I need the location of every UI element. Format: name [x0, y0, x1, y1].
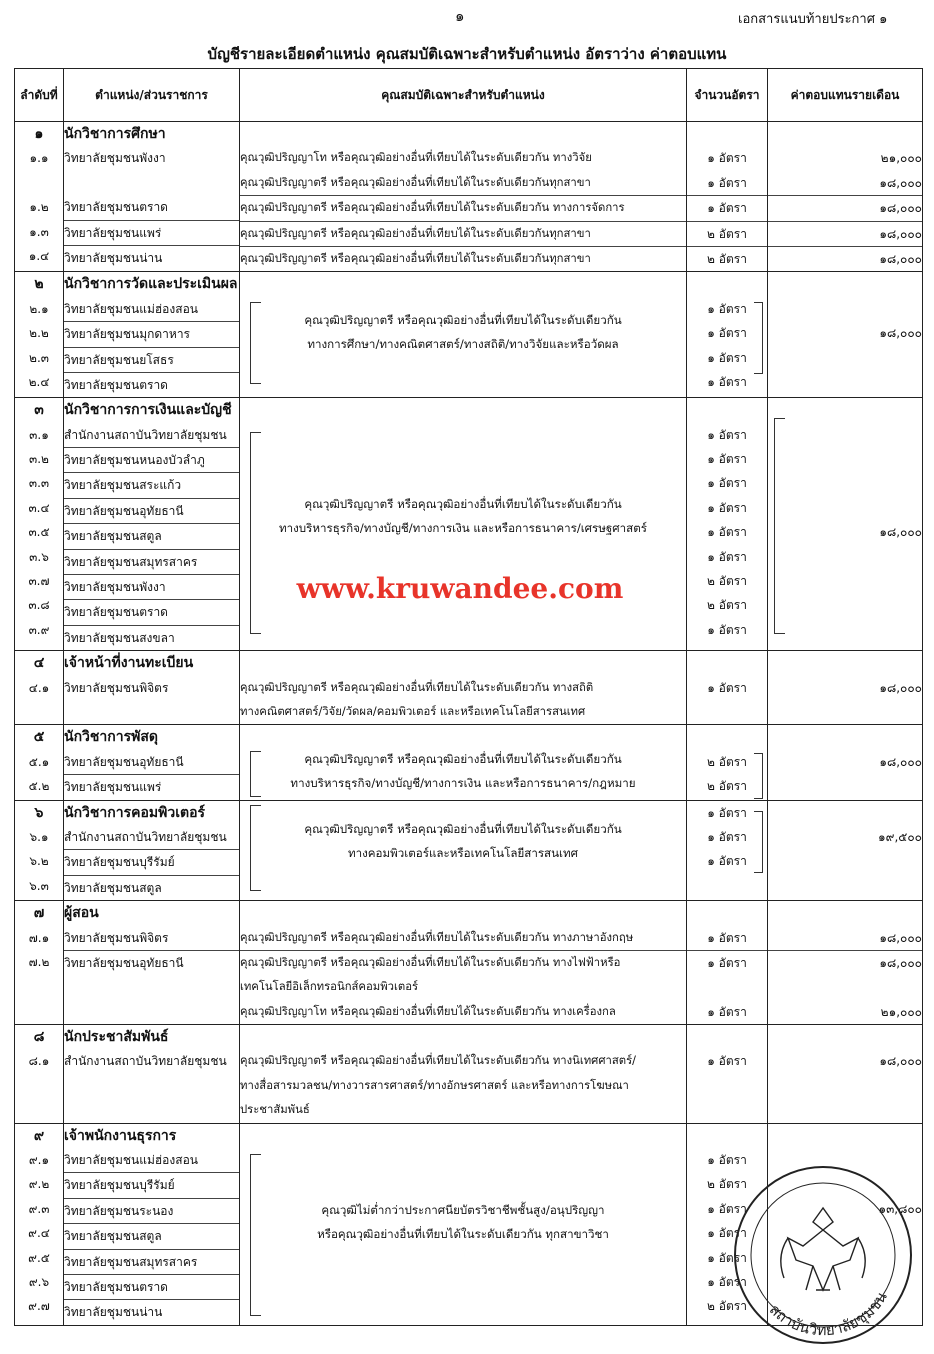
- group-title: นักวิชาการคอมพิวเตอร์: [64, 804, 206, 821]
- vacancy-count: ๑ อัตรา: [707, 680, 747, 695]
- group-row: [15, 398, 923, 651]
- unit-name: วิทยาลัยชุมชนตราด: [64, 1275, 239, 1300]
- group-row: [15, 1025, 923, 1124]
- vacancy-count: ๑ อัตรา: [707, 829, 747, 844]
- vacancy-count: ๑ อัตรา: [707, 452, 747, 467]
- unit-name: วิทยาลัยชุมชนพังงา: [64, 575, 239, 600]
- vacancy-count: ๑ อัตรา: [707, 151, 747, 166]
- unit-name: วิทยาลัยชุมชนตราด: [64, 377, 168, 392]
- qualification-text: ทางการศึกษา/ทางคณิตศาสตร์/ทางสถิติ/ทางวิจัยและหรือวัดผล: [307, 337, 619, 352]
- qualification-text: คุณวุฒิปริญญาตรี หรือคุณวุฒิอย่างอื่นที่เทียบได้ในระดับเดียวกัน: [304, 497, 622, 512]
- vacancy-count: ๑ อัตรา: [707, 549, 747, 564]
- item-number: ๒.๓: [29, 350, 49, 365]
- vacancy-count: ๑ อัตรา: [707, 1201, 747, 1216]
- salary-value: ๑๘,๐๐๐: [879, 680, 922, 695]
- group-number: ๔: [33, 655, 45, 672]
- unit-name: วิทยาลัยชุมชนสมุทรสาคร: [64, 550, 239, 575]
- official-seal-icon: [728, 1160, 918, 1350]
- vacancy-count: ๒ อัตรา: [687, 222, 767, 247]
- group-row: [15, 901, 923, 1025]
- qualification-text: ประชาสัมพันธ์: [240, 1103, 310, 1117]
- qualification-text: คุณวุฒิปริญญาตรี หรือคุณวุฒิอย่างอื่นที่เทียบได้ในระดับเดียวกัน ทางการจัดการ: [240, 196, 686, 221]
- item-number: ๗.๑: [28, 930, 50, 945]
- unit-name: สำนักงานสถาบันวิทยาลัยชุมชน: [64, 1054, 227, 1069]
- vacancy-count: ๑ อัตรา: [707, 427, 747, 442]
- group-row: [15, 800, 923, 901]
- unit-name: วิทยาลัยชุมชนสระแก้ว: [64, 473, 239, 498]
- qualification-cell: [240, 725, 687, 800]
- qualification-text: คุณวุฒิปริญญาตรี หรือคุณวุฒิอย่างอื่นที่เทียบได้ในระดับเดียวกัน ทางสถิติ: [240, 680, 594, 694]
- unit-name: วิทยาลัยชุมชนสตูล: [64, 880, 162, 895]
- salary-value: ๑๘,๐๐๐: [768, 222, 922, 247]
- vacancy-count: ๑ อัตรา: [707, 1004, 747, 1019]
- unit-name: วิทยาลัยชุมชนสงขลา: [64, 630, 175, 645]
- qualification-cell: [240, 1123, 687, 1325]
- group-number: ๖: [34, 804, 44, 821]
- item-number: ๓.๗: [28, 574, 50, 589]
- salary-value: ๑๓,๘๐๐: [878, 1201, 922, 1216]
- page-title: บัญชีรายละเอียดตำแหน่ง คุณสมบัติเฉพาะสำหรับตำแหน่ง อัตราว่าง ค่าตอบแทน: [207, 45, 727, 63]
- unit-name: สำนักงานสถาบันวิทยาลัยชุมชน: [64, 423, 239, 448]
- salary-value: ๑๘,๐๐๐: [879, 525, 922, 540]
- qualification-cell: [240, 272, 687, 398]
- vacancy-count: ๑ อัตรา: [687, 196, 767, 221]
- salary-value: ๑๘,๐๐๐: [768, 926, 922, 951]
- unit-name: วิทยาลัยชุมชนระนอง: [64, 1199, 239, 1224]
- item-number: ๖.๓: [29, 878, 49, 893]
- header-no: ลำดับที่: [15, 69, 64, 122]
- unit-name: วิทยาลัยชุมชนตราด: [64, 600, 239, 625]
- unit-name: วิทยาลัยชุมชนบุรีรัมย์: [64, 850, 239, 875]
- unit-name: วิทยาลัยชุมชนสมุทรสาคร: [64, 1250, 239, 1275]
- item-number: ๖.๑: [29, 829, 49, 844]
- unit-name: วิทยาลัยชุมชนยโสธร: [64, 348, 239, 373]
- group-title: เจ้าหน้าที่งานทะเบียน: [64, 655, 194, 672]
- item-number: ๓.๖: [29, 549, 49, 564]
- qualification-text: ทางสื่อสารมวลชน/ทางวารสารศาสตร์/ทางอักษรศาสตร์ และหรือทางการโฆษณา: [240, 1078, 629, 1092]
- item-number: ๙.๗: [28, 1299, 50, 1314]
- item-number: ๓.๑: [29, 427, 49, 442]
- vacancy-count: ๒ อัตรา: [707, 754, 747, 769]
- group-number: ๗: [33, 905, 45, 922]
- group-title: นักวิชาการการเงินและบัญชี: [64, 402, 232, 419]
- unit-name: วิทยาลัยชุมชนพังงา: [64, 151, 166, 166]
- document-reference: เอกสารแนบท้ายประกาศ ๑: [738, 12, 888, 27]
- item-number: ๓.๕: [28, 525, 50, 540]
- qualification-text: คุณวุฒิปริญญาโท หรือคุณวุฒิอย่างอื่นที่เทียบได้ในระดับเดียวกัน ทางวิจัย: [240, 151, 592, 165]
- qualification-text: ทางคอมพิวเตอร์และหรือเทคโนโลยีสารสนเทศ: [347, 845, 579, 860]
- item-number: ๖.๒: [29, 854, 49, 869]
- item-number: ๓.๘: [28, 598, 50, 613]
- qualification-text: ทางบริหารธุรกิจ/ทางบัญชี/ทางการเงิน และหรือการธนาคาร/เศรษฐศาสตร์: [278, 521, 648, 536]
- unit-name: วิทยาลัยชุมชนน่าน: [64, 1305, 163, 1320]
- qualification-text: คุณวุฒิปริญญาตรี หรือคุณวุฒิอย่างอื่นที่เทียบได้ในระดับเดียวกัน: [304, 752, 622, 767]
- unit-name: วิทยาลัยชุมชนพิจิตร: [64, 680, 169, 695]
- item-number: ๒.๑: [29, 301, 49, 316]
- unit-name: วิทยาลัยชุมชนแม่ฮ่องสอน: [64, 297, 239, 322]
- vacancy-count: ๑ อัตรา: [707, 350, 747, 365]
- vacancy-count: ๑ อัตรา: [687, 926, 767, 951]
- header-qualification: คุณสมบัติเฉพาะสำหรับตำแหน่ง: [240, 69, 687, 122]
- vacancy-count: ๑ อัตรา: [707, 955, 747, 970]
- qualification-text: คุณวุฒิปริญญาตรี หรือคุณวุฒิอย่างอื่นที่เทียบได้ในระดับเดียวกัน: [304, 821, 622, 836]
- item-number: ๑.๔: [28, 248, 50, 263]
- vacancy-count: ๑ อัตรา: [707, 1054, 747, 1069]
- salary-value: ๑๘,๐๐๐: [879, 1054, 922, 1069]
- group-title: เจ้าพนักงานธุรการ: [64, 1127, 177, 1144]
- item-number: ๙.๓: [28, 1201, 50, 1216]
- item-number: ๑.๒: [29, 200, 49, 215]
- vacancy-count: ๒ อัตรา: [707, 1299, 747, 1314]
- qualification-text: คุณวุฒิปริญญาโท หรือคุณวุฒิอย่างอื่นที่เทียบได้ในระดับเดียวกัน ทางเครื่องกล: [240, 1004, 616, 1018]
- header-position: ตำแหน่ง/ส่วนราชการ: [64, 69, 240, 122]
- vacancy-count: ๒ อัตรา: [707, 574, 747, 589]
- group-row: [15, 725, 923, 800]
- vacancy-count: ๑ อัตรา: [707, 854, 747, 869]
- unit-name: วิทยาลัยชุมชนแม่ฮ่องสอน: [64, 1148, 239, 1173]
- vacancy-count: ๑ อัตรา: [707, 805, 747, 820]
- qualification-text: คุณวุฒิปริญญาตรี หรือคุณวุฒิอย่างอื่นที่เทียบได้ในระดับเดียวกัน: [304, 313, 622, 328]
- item-number: ๒.๔: [28, 374, 50, 389]
- group-title: นักวิชาการวัดและประเมินผล: [64, 276, 238, 293]
- item-number: ๙.๖: [28, 1274, 50, 1289]
- unit-name: วิทยาลัยชุมชนสตูล: [64, 524, 239, 549]
- unit-name: สำนักงานสถาบันวิทยาลัยชุมชน: [64, 825, 239, 850]
- item-number: ๔.๑: [28, 680, 50, 695]
- group-row: [15, 122, 923, 272]
- unit-name: วิทยาลัยชุมชนมุกดาหาร: [64, 322, 239, 347]
- item-number: ๙.๕: [28, 1250, 50, 1265]
- unit-name: วิทยาลัยชุมชนสตูล: [64, 1224, 239, 1249]
- group-title: นักประชาสัมพันธ์: [64, 1029, 169, 1046]
- unit-name: วิทยาลัยชุมชนพิจิตร: [64, 926, 239, 951]
- qualification-text: หรือคุณวุฒิอย่างอื่นที่เทียบได้ในระดับเดียวกัน ทุกสาขาวิชา: [317, 1226, 609, 1241]
- item-number: ๙.๔: [28, 1226, 50, 1241]
- group-number: ๘: [33, 1029, 45, 1046]
- qualification-cell: [240, 800, 687, 901]
- item-number: ๓.๒: [29, 452, 49, 467]
- unit-name: วิทยาลัยชุมชนบุรีรัมย์: [64, 1173, 239, 1198]
- vacancy-count: ๑ อัตรา: [707, 500, 747, 515]
- item-number: ๗.๒: [28, 954, 50, 969]
- salary-value: ๑๘,๐๐๐: [879, 754, 922, 769]
- vacancy-count: ๑ อัตรา: [707, 301, 747, 316]
- vacancy-count: ๑ อัตรา: [707, 1274, 747, 1289]
- qualification-text: คุณวุฒิปริญญาตรี หรือคุณวุฒิอย่างอื่นที่เทียบได้ในระดับเดียวกันทุกสาขา: [240, 222, 686, 247]
- salary-value: ๑๘,๐๐๐: [879, 955, 922, 970]
- qualification-cell: [240, 398, 687, 651]
- vacancy-count: ๒ อัตรา: [707, 251, 747, 266]
- qualification-text: เทคโนโลยีอิเล็กทรอนิกส์คอมพิวเตอร์: [240, 980, 419, 994]
- unit-name: วิทยาลัยชุมชนอุทัยธานี: [64, 955, 184, 970]
- vacancy-count: ๒ อัตรา: [707, 598, 747, 613]
- item-number: ๒.๒: [29, 326, 49, 341]
- qualification-text: คุณวุฒิปริญญาตรี หรือคุณวุฒิอย่างอื่นที่เทียบได้ในระดับเดียวกัน ทางไฟฟ้าหรือ: [240, 955, 621, 969]
- salary-value: ๑๘,๐๐๐: [879, 251, 922, 266]
- item-number: ๓.๔: [28, 500, 50, 515]
- unit-name: วิทยาลัยชุมชนแพร่: [64, 221, 239, 246]
- group-number: ๓: [34, 402, 44, 419]
- salary-value: ๑๘,๐๐๐: [768, 196, 922, 221]
- qualification-text: คุณวุฒิปริญญาตรี หรือคุณวุฒิอย่างอื่นที่เทียบได้ในระดับเดียวกัน ทางนิเทศศาสตร์/: [240, 1054, 636, 1068]
- item-number: ๑.๓: [29, 224, 49, 239]
- item-number: ๕.๒: [28, 779, 50, 794]
- unit-name: วิทยาลัยชุมชนอุทัยธานี: [64, 499, 239, 524]
- salary-value: ๑๘,๐๐๐: [879, 326, 922, 341]
- item-number: ๓.๓: [28, 476, 50, 491]
- vacancy-count: ๑ อัตรา: [707, 622, 747, 637]
- unit-name: วิทยาลัยชุมชนอุทัยธานี: [64, 750, 239, 775]
- item-number: ๑.๑: [29, 151, 49, 166]
- item-number: ๕.๑: [28, 754, 50, 769]
- group-title: นักวิชาการพัสดุ: [64, 729, 158, 746]
- svg-text:สถาบันวิทยาลัยชุมชน: [766, 1289, 891, 1340]
- qualification-text: ทางบริหารธุรกิจ/ทางบัญชี/ทางการเงิน และหรือการธนาคาร/กฎหมาย: [290, 776, 636, 791]
- vacancy-count: ๑ อัตรา: [707, 1153, 747, 1168]
- vacancy-count: ๑ อัตรา: [707, 1250, 747, 1265]
- group-number: ๙: [33, 1127, 45, 1144]
- vacancy-count: ๒ อัตรา: [707, 1177, 747, 1192]
- vacancy-count: ๒ อัตรา: [707, 779, 747, 794]
- vacancy-count: ๑ อัตรา: [707, 525, 747, 540]
- group-row: [15, 272, 923, 398]
- unit-name: วิทยาลัยชุมชนตราด: [64, 195, 239, 220]
- vacancy-count: ๑ อัตรา: [707, 374, 747, 389]
- salary-value: ๒๑,๐๐๐: [880, 1004, 922, 1019]
- qualification-text: คุณวุฒิปริญญาตรี หรือคุณวุฒิอย่างอื่นที่เทียบได้ในระดับเดียวกันทุกสาขา: [240, 251, 591, 265]
- item-number: ๙.๑: [28, 1153, 50, 1168]
- item-number: ๓.๙: [28, 622, 50, 637]
- item-number: ๙.๒: [28, 1177, 50, 1192]
- vacancy-count: ๑ อัตรา: [707, 326, 747, 341]
- salary-value: ๒๑,๐๐๐: [880, 151, 922, 166]
- vacancy-count: ๑ อัตรา: [707, 476, 747, 491]
- unit-name: วิทยาลัยชุมชนน่าน: [64, 250, 163, 265]
- salary-value: ๑๙,๕๐๐: [878, 829, 922, 844]
- group-title: นักวิชาการศึกษา: [64, 126, 166, 142]
- group-number: ๕: [33, 729, 45, 746]
- group-number: ๒: [34, 276, 44, 293]
- qualification-text: ทางคณิตศาสตร์/วิจัย/วัดผล/คอมพิวเตอร์ และหรือเทคโนโลยีสารสนเทศ: [240, 704, 586, 718]
- page-number: ๑: [455, 7, 465, 25]
- header-salary: ค่าตอบแทนรายเดือน: [768, 69, 923, 122]
- seal-text: สถาบันวิทยาลัยชุมชน: [765, 1288, 891, 1340]
- watermark-text: www.kruwandee.com: [296, 572, 624, 605]
- positions-table: [14, 68, 923, 1326]
- unit-name: วิทยาลัยชุมชนหนองบัวลำภู: [64, 448, 239, 473]
- vacancy-count: ๑ อัตรา: [707, 1226, 747, 1241]
- item-number: ๘.๑: [28, 1054, 50, 1069]
- group-row: [15, 651, 923, 725]
- group-title: ผู้สอน: [64, 905, 99, 922]
- header-vacancies: จำนวนอัตรา: [687, 69, 768, 122]
- group-number: ๑: [34, 126, 44, 142]
- qualification-text: คุณวุฒิไม่ต่ำกว่าประกาศนียบัตรวิชาชีพชั้นสูง/อนุปริญญา: [321, 1202, 605, 1217]
- salary-value: ๑๘,๐๐๐: [768, 171, 922, 196]
- vacancy-count: ๑ อัตรา: [687, 171, 767, 196]
- unit-name: วิทยาลัยชุมชนแพร่: [64, 780, 162, 795]
- table-header-row: [15, 69, 923, 122]
- qualification-text: คุณวุฒิปริญญาตรี หรือคุณวุฒิอย่างอื่นที่เทียบได้ในระดับเดียวกัน ทางภาษาอังกฤษ: [240, 926, 686, 951]
- qualification-text: คุณวุฒิปริญญาตรี หรือคุณวุฒิอย่างอื่นที่เทียบได้ในระดับเดียวกันทุกสาขา: [240, 171, 686, 196]
